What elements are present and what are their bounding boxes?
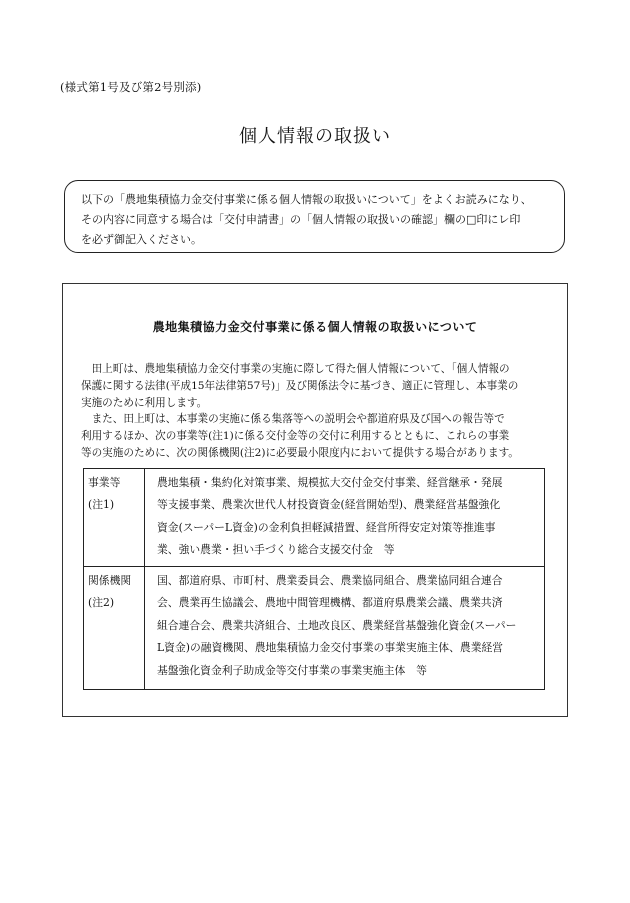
content-line: 基盤強化資金利子助成金等交付事業の事業実施主体 等 bbox=[157, 663, 427, 677]
notice-line: を必ず御記入ください。 bbox=[81, 233, 202, 246]
content-line: 組合連合会、農業共済組合、土地改良区、農業経営基盤強化資金(スーパー bbox=[157, 618, 517, 632]
content-line: 資金(スーパーL資金)の金利負担軽減措置、経営所得安定対策等推進事 bbox=[157, 520, 496, 534]
consent-notice-box bbox=[64, 180, 565, 253]
content-line: L資金)の融資機関、農地集積協力金交付事業の事業実施主体、農業経営 bbox=[157, 641, 504, 655]
content-line: 等支援事業、農業次世代人材投資資金(経営開始型)、農業経営基盤強化 bbox=[157, 498, 501, 512]
paragraph-line: また、田上町は、本事業の実施に係る集落等への説明会や都道府県及び国への報告等で bbox=[81, 413, 505, 426]
paragraph-line: 保護に関する法律(平成15年法律第57号)」及び関係法令に基づき、適正に管理し、本事業の bbox=[81, 379, 519, 392]
row-label: 事業等 bbox=[88, 476, 121, 489]
row-label: 関係機関 bbox=[88, 574, 132, 587]
row-content-projects bbox=[145, 469, 545, 567]
notice-line: 以下の「農地集積協力金交付事業に係る個人情報の取扱いについて」をよくお読みになり、 bbox=[81, 193, 532, 206]
paragraph-line: 実施のために利用します。 bbox=[81, 396, 208, 409]
content-line: 業、強い農業・担い手づくり総合支援交付金 等 bbox=[157, 543, 395, 557]
usage-table bbox=[83, 468, 545, 690]
row-note: (注1) bbox=[88, 498, 115, 512]
row-label-projects bbox=[84, 469, 145, 567]
row-label-organizations bbox=[84, 567, 145, 690]
policy-box bbox=[62, 283, 568, 717]
row-content-organizations bbox=[145, 567, 545, 690]
paragraph-line: 利用するほか、次の事業等(注1)に係る交付金等の交付に利用するとともに、これらの事業 bbox=[81, 430, 510, 443]
content-line: 国、都道府県、市町村、農業委員会、農業協同組合、農業協同組合連合 bbox=[157, 574, 503, 587]
table-row-organizations bbox=[84, 567, 545, 690]
notice-line: その内容に同意する場合は「交付申請書」の「個人情報の取扱いの確認」欄の□印にレ印 bbox=[81, 213, 521, 226]
content-line: 会、農業再生協議会、農地中間管理機構、都道府県農業会議、農業共済 bbox=[157, 596, 503, 610]
policy-title: 農地集積協力金交付事業に係る個人情報の取扱いについて bbox=[152, 320, 478, 334]
row-note: (注2) bbox=[88, 596, 115, 610]
page-title: 個人情報の取扱い bbox=[239, 126, 391, 147]
content-line: 農地集積・集約化対策事業、規模拡大交付金交付事業、経営継承・発展 bbox=[157, 476, 503, 489]
paragraph-line: 等の実施のために、次の関係機関(注2)に必要最小限度内において提供する場合があります。 bbox=[81, 446, 519, 459]
policy-paragraph bbox=[81, 361, 556, 462]
paragraph-line: 田上町は、農地集積協力金交付事業の実施に際して得た個人情報について、「個人情報の bbox=[81, 363, 510, 375]
table-row-projects bbox=[84, 469, 545, 567]
form-reference: (様式第1号及び第2号別添) bbox=[60, 80, 202, 94]
